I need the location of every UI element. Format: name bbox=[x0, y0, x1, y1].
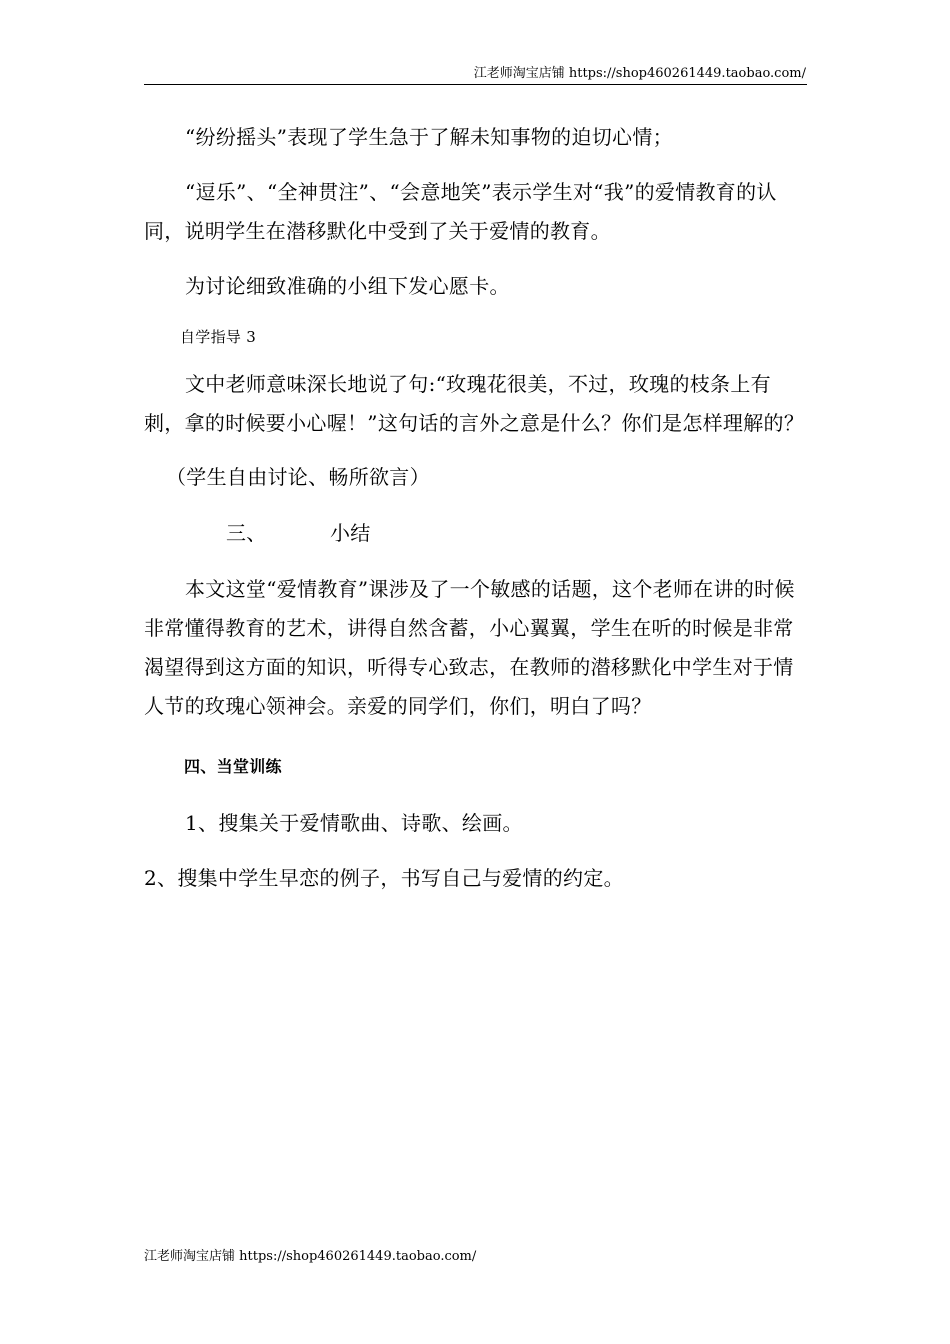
section-summary-title: 小结 bbox=[330, 521, 371, 545]
paragraph-rose-quote-question: 文中老师意味深长地说了句:“玫瑰花很美，不过，玫瑰的枝条上有刺，拿的时候要小心喔！”这句话的言外之意是什么？你们是怎样理解的？ bbox=[144, 372, 805, 435]
page-footer-shop-link: 江老师淘宝店铺 https://shop460261449.taobao.com/ bbox=[144, 1249, 477, 1264]
paragraph-summary: 本文这堂“爱情教育”课涉及了一个敏感的话题，这个老师在讲的时候非常懂得教育的艺术，讲得自然含蓄，小心翼翼，学生在听的时候是非常渴望得到这方面的知识，听得专心致志，在教师的潜移默化中学生对于情人节的玫瑰心领神会。亲爱的同学们，你们，明白了吗？ bbox=[144, 577, 795, 718]
header-divider bbox=[144, 84, 807, 85]
practice-item-2: 2、搜集中学生早恋的例子，书写自己与爱情的约定。 bbox=[144, 866, 624, 890]
page-header-shop-link: 江老师淘宝店铺 https://shop460261449.taobao.com/ bbox=[473, 66, 806, 81]
self-study-guide-label: 自学指导 3 bbox=[180, 328, 257, 346]
paragraph-wish-card: 为讨论细致准确的小组下发心愿卡。 bbox=[185, 274, 510, 298]
section-practice-heading: 四、当堂训练 bbox=[184, 757, 282, 776]
paragraph-students-agreement: “逗乐”、“全神贯注”、“会意地笑”表示学生对“我”的爱情教育的认同，说明学生在潜移默化中受到了关于爱情的教育。 bbox=[144, 180, 777, 243]
paragraph-free-discussion: （学生自由讨论、畅所欲言） bbox=[166, 465, 430, 489]
document-body bbox=[144, 118, 807, 898]
section-summary-number: 三、 bbox=[226, 521, 267, 545]
section-summary-heading bbox=[144, 514, 807, 553]
paragraph-shaking-heads: “纷纷摇头”表现了学生急于了解未知事物的迫切心情； bbox=[185, 125, 673, 149]
practice-item-1: 1、搜集关于爱情歌曲、诗歌、绘画。 bbox=[185, 811, 523, 835]
